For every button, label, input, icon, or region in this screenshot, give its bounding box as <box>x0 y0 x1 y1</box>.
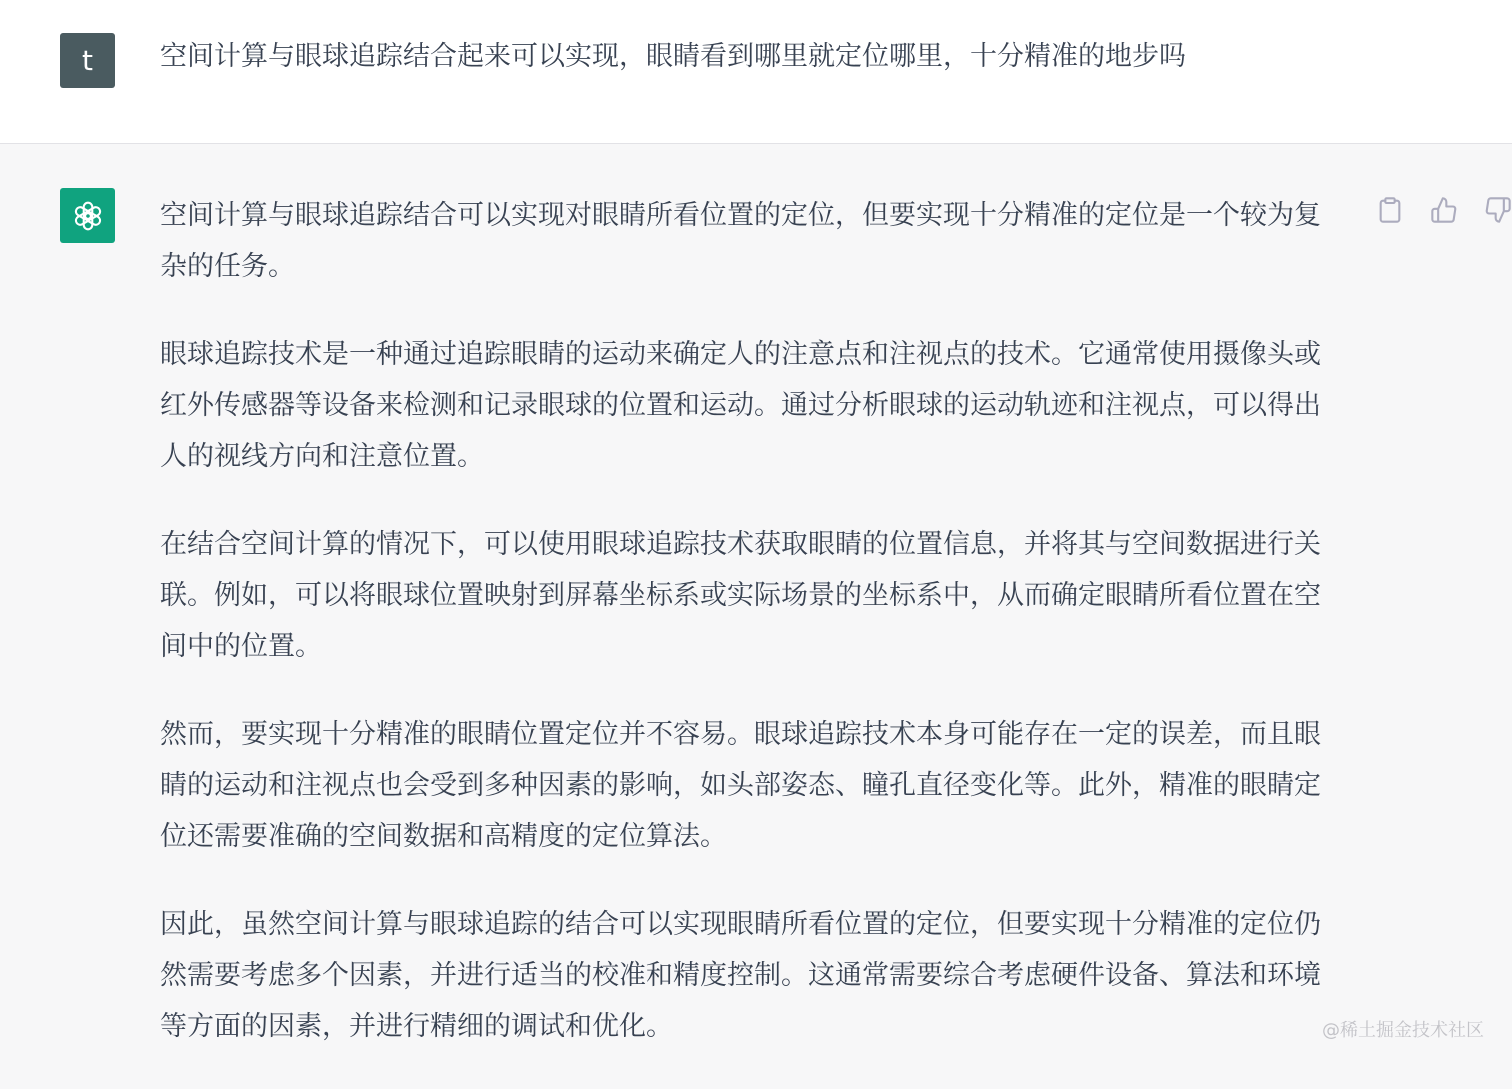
user-message-text: 空间计算与眼球追踪结合起来可以实现，眼睛看到哪里就定位哪里，十分精准的地步吗 <box>160 41 1186 72</box>
assistant-paragraph: 空间计算与眼球追踪结合可以实现对眼睛所看位置的定位，但要实现十分精准的定位是一个较为复杂的任务。 <box>160 200 1321 282</box>
assistant-paragraph: 眼球追踪技术是一种通过追踪眼睛的运动来确定人的注意点和注视点的技术。它通常使用摄像头或红外传感器等设备来检测和记录眼球的位置和运动。通过分析眼球的运动轨迹和注视点，可以得出人的视线方向和注意位置。 <box>160 339 1321 472</box>
message-actions <box>1374 194 1512 226</box>
thumbs-down-button[interactable] <box>1482 194 1512 226</box>
assistant-paragraph: 因此，虽然空间计算与眼球追踪的结合可以实现眼睛所看位置的定位，但要实现十分精准的定位仍然需要考虑多个因素，并进行适当的校准和精度控制。这通常需要综合考虑硬件设备、算法和环境等方面的因素，并进行精细的调试和优化。 <box>160 909 1321 1042</box>
thumbs-down-icon <box>1484 196 1512 224</box>
assistant-message-text <box>160 190 1340 1089</box>
thumbs-up-icon <box>1430 196 1458 224</box>
assistant-paragraph: 然而，要实现十分精准的眼睛位置定位并不容易。眼球追踪技术本身可能存在一定的误差，而且眼睛的运动和注视点也会受到多种因素的影响，如头部姿态、瞳孔直径变化等。此外，精准的眼睛定位还需要准确的空间数据和高精度的定位算法。 <box>160 719 1321 852</box>
assistant-avatar <box>60 188 115 243</box>
watermark: @稀土掘金技术社区 <box>1322 1020 1484 1041</box>
assistant-message-row <box>0 144 1512 1060</box>
openai-logo-icon <box>69 197 107 235</box>
copy-button[interactable] <box>1374 194 1406 226</box>
thumbs-up-button[interactable] <box>1428 194 1460 226</box>
assistant-paragraph: 在结合空间计算的情况下，可以使用眼球追踪技术获取眼睛的位置信息，并将其与空间数据进行关联。例如，可以将眼球位置映射到屏幕坐标系或实际场景的坐标系中，从而确定眼睛所看位置在空间中的位置。 <box>160 529 1321 662</box>
user-message-row <box>0 0 1512 144</box>
clipboard-icon <box>1376 196 1404 224</box>
user-avatar: t <box>60 33 115 88</box>
